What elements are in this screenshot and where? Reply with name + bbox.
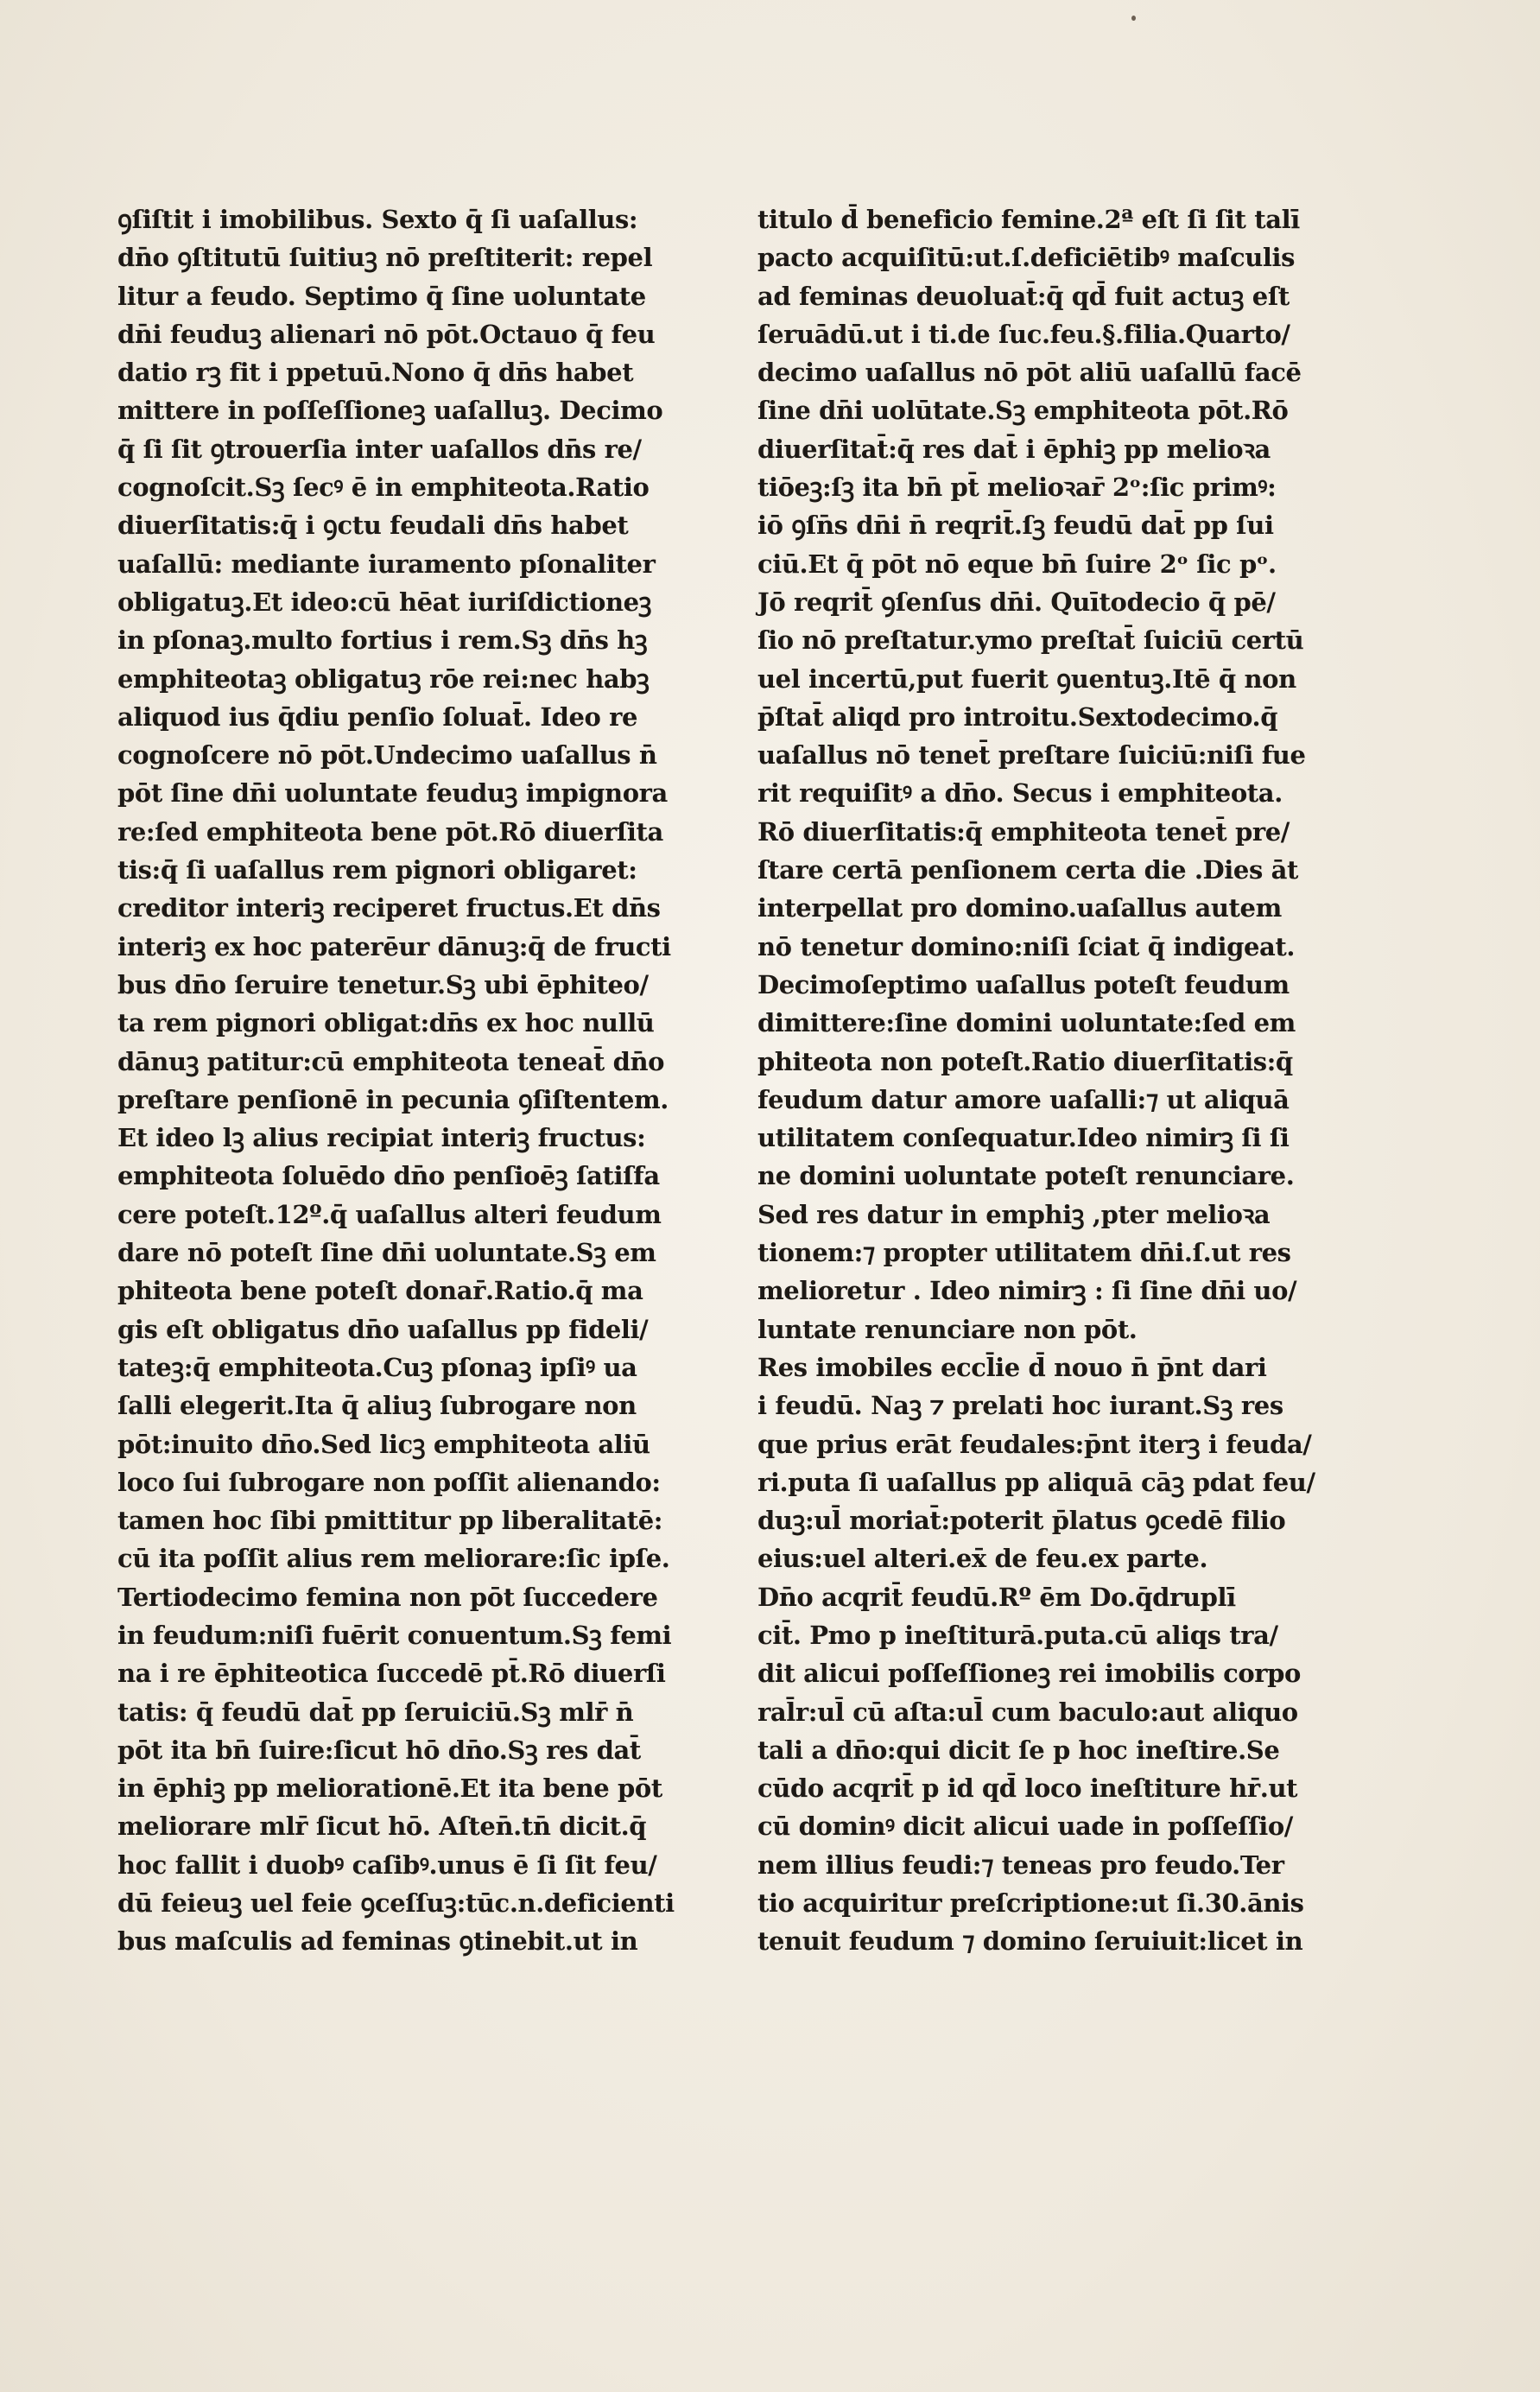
text-line: litur a feudo. Septimo q̄ ſine uoluntate: [117, 281, 646, 311]
text-line: meliorare mlr̄ ſicut hō. Aſten̄.tn̄ dicit.q̄: [117, 1811, 647, 1842]
text-line: ad feminas deuoluat̄:q̄ qd̄ fuit actuꝫ eſt: [757, 281, 1290, 311]
text-line: decimo uaſallus nō pōt aliū uaſallū facē: [757, 358, 1302, 388]
text-line: ſalli elegerit.Ita q̄ aliuꝫ ſubrogare non: [117, 1391, 637, 1421]
text-line: cit̄. Pmo p ineſtiturā.puta.cū aliqs tra/: [757, 1620, 1278, 1650]
text-line: dn̄i feuduꝫ alienari nō pōt.Octauo q̄ feu: [117, 319, 656, 349]
text-line: in pſonaꝫ.multo fortius i rem.Sꝫ dn̄s hꝫ: [117, 625, 648, 656]
text-line: dimittere:ſine domini uoluntate:ſed em: [757, 1008, 1296, 1038]
text-line: Jō reqrit̄ ꝯſenſus dn̄i. Quītodecio q̄ pē/: [757, 587, 1276, 617]
text-line: que prius erāt feudales:p̄nt iterꝫ i feuda/: [757, 1429, 1312, 1459]
text-line: gis eſt obligatus dn̄o uaſallus pp fideli/: [117, 1314, 649, 1344]
text-line: eius:uel alteri.ex̄ de feu.ex parte.: [757, 1544, 1208, 1574]
text-line: i feudū. Naꝫ ⁊ prelati hoc iurant.Sꝫ res: [757, 1391, 1283, 1421]
text-line: uel incertū,put fuerit ꝯuentuꝫ.Itē q̄ non: [757, 663, 1296, 694]
text-line: phiteota non poteſt.Ratio diuerſitatis:q̄: [757, 1046, 1293, 1076]
text-line: cognoſcit.Sꝫ ſecꝰ ē in emphiteota.Ratio: [117, 473, 650, 503]
text-line: melioretur . Ideo nimirꝫ : ſi ſine dn̄i uo/: [757, 1276, 1297, 1306]
text-line: cū dominꝰ dicit alicui uade in poſſeſſio/: [757, 1811, 1293, 1842]
text-line: phiteota bene poteſt donar̄.Ratio.q̄ ma: [117, 1276, 643, 1306]
text-line: iō ꝯſn̄s dn̄i n̄ reqrit̄.ſꝫ feudū dat̄ pp ſui: [757, 511, 1274, 541]
text-line: ta rem pignori obligat:dn̄s ex hoc nullū: [117, 1008, 655, 1038]
text-line: luntate renunciare non pōt.: [757, 1314, 1138, 1344]
text-line: tionem:⁊ propter utilitatem dn̄i.ſ.ut res: [757, 1238, 1291, 1268]
text-line: bus dn̄o ſeruire tenetur.Sꝫ ubi ēphiteo/: [117, 969, 649, 999]
text-line: rit requiſitꝰ a dn̄o. Secus i emphiteota.: [757, 778, 1283, 809]
text-line: dare nō poteſt ſine dn̄i uoluntate.Sꝫ em: [117, 1238, 656, 1268]
text-line: q̄ ſi ſit ꝯtrouerſia inter uaſallos dn̄s re/: [117, 434, 642, 464]
text-line: nem illius feudi:⁊ teneas pro feudo.Ter: [757, 1850, 1284, 1880]
text-line: in ēphiꝫ pp meliorationē.Et ita bene pōt: [117, 1773, 662, 1804]
text-line: tis:q̄ ſi uaſallus rem pignori obligaret:: [117, 855, 637, 885]
text-line: diuerſitat̄:q̄ res dat̄ i ēphiꝫ pp melioꝛa: [757, 434, 1271, 464]
text-line: tali a dn̄o:qui dicit ſe p hoc ineſtire.Se: [757, 1735, 1280, 1765]
text-line: Rō diuerſitatis:q̄ emphiteota tenet̄ pre/: [757, 816, 1290, 847]
text-line: creditor interiꝫ reciperet fructus.Et dn̄s: [117, 893, 661, 923]
text-line: pōt ita bn̄ ſuire:ſicut hō dn̄o.Sꝫ res dat̄: [117, 1735, 641, 1765]
text-line: tio acquiritur preſcriptione:ut ſi.30.ānis: [757, 1888, 1304, 1919]
text-line: cū ita poſſit alius rem meliorare:ſic ipſe.: [117, 1544, 670, 1574]
text-line: ſeruādū.ut i ti.de ſuc.feu.§.filia.Quarto/: [757, 319, 1290, 349]
ink-speck: [1131, 16, 1136, 21]
text-line: in feudum:niſi fuērit conuentum.Sꝫ femi: [117, 1620, 672, 1650]
text-line: dū feieuꝫ uel feie ꝯceſſuꝫ:tūc.n.deficienti: [117, 1888, 675, 1919]
text-line: ſtare certā penſionem certa die .Dies āt: [757, 855, 1298, 885]
text-line: emphiteotaꝫ obligatuꝫ rōe rei:nec habꝫ: [117, 663, 650, 694]
text-line: uaſallū: mediante iuramento pſonaliter: [117, 549, 656, 579]
text-line: tamen hoc ſibi pmittitur pp liberalitatē:: [117, 1506, 663, 1536]
text-line: diuerſitatis:q̄ i ꝯctu feudali dn̄s habet: [117, 511, 629, 541]
text-line: datio rꝫ fit i ppetuū.Nono q̄ dn̄s habet: [117, 358, 634, 388]
text-line: titulo d̄ beneficio femine.2ª eſt ſi ſit talī: [757, 205, 1300, 234]
text-line: preſtare penſionē in pecunia ꝯſiſtentem.: [117, 1084, 669, 1114]
text-line: Dn̄o acqrit̄ feudū.Rº ēm Do.q̄druplī: [757, 1582, 1236, 1612]
text-line: dānuꝫ patitur:cū emphiteota teneat̄ dn̄o: [117, 1046, 665, 1076]
text-line: pōt:inuito dn̄o.Sed licꝫ emphiteota aliū: [117, 1429, 650, 1459]
text-line: ſio nō preſtatur.ymo preſtat̄ ſuiciū certū: [757, 625, 1304, 656]
text-line: emphiteota ſoluēdo dn̄o penſioēꝫ ſatiſfa: [117, 1161, 660, 1191]
text-line: ne domini uoluntate poteſt renunciare.: [757, 1161, 1295, 1191]
text-line: na i re ēphiteotica ſuccedē pt̄.Rō diuerſi: [117, 1659, 666, 1689]
left-text-column: [117, 200, 703, 1961]
text-line: ciū.Et q̄ pōt nō eque bn̄ ſuire 2ᵒ ſic pᵒ.: [757, 549, 1277, 579]
text-line: interiꝫ ex hoc paterēur dānuꝫ:q̄ de fructi: [117, 931, 671, 961]
text-line: re:ſed emphiteota bene pōt.Rō diuerſita: [117, 816, 663, 847]
text-line: tiōeꝫ:ſꝫ ita bn̄ pt̄ melioꝛar̄ 2ᵒ:ſic primꝰ:: [757, 473, 1277, 503]
text-line: ꝯſiſtit i imobilibus. Sexto q̄ ſi uaſallus:: [117, 205, 638, 234]
text-line: cūdo acqrit̄ p id qd̄ loco ineſtiture hr̄.ut: [757, 1773, 1298, 1804]
text-line: pōt ſine dn̄i uoluntate feuduꝫ impignora: [117, 778, 668, 809]
text-line: pacto acquiſitū:ut.ſ.deficiētibꝰ maſculis: [757, 243, 1296, 273]
text-line: aliquod ius q̄diu penſio ſoluat̄. Ideo re: [117, 701, 638, 732]
text-line: interpellat pro domino.uaſallus autem: [757, 893, 1282, 923]
text-line: p̄ſtat̄ aliqd pro introitu.Sextodecimo.q̄: [757, 701, 1278, 732]
text-line: ſine dn̄i uolūtate.Sꝫ emphiteota pōt.Rō: [757, 396, 1289, 426]
text-line: tateꝫ:q̄ emphiteota.Cuꝫ pſonaꝫ ipſiꝰ ua: [117, 1352, 637, 1382]
text-line: cognoſcere nō pōt.Undecimo uaſallus n̄: [117, 740, 657, 771]
text-line: Res imobiles eccl̄ie d̄ nouo n̄ p̄nt dari: [757, 1352, 1267, 1382]
text-line: Et ideo lꝫ alius recipiat interiꝫ fructus:: [117, 1123, 646, 1153]
text-line: uaſallus nō tenet̄ preſtare ſuiciū:niſi fue: [757, 740, 1306, 771]
text-line: Sed res datur in emphiꝫ ,pter melioꝛa: [757, 1199, 1271, 1229]
text-line: cere poteſt.12º.q̄ uaſallus alteri feudum: [117, 1199, 662, 1229]
text-line: Tertiodecimo femina non pōt ſuccedere: [117, 1582, 658, 1612]
text-line: dn̄o ꝯſtitutū ſuitiuꝫ nō preſtiterit: repel: [117, 243, 653, 273]
text-line: obligatuꝫ.Et ideo:cū hēat iuriſdictioneꝫ: [117, 587, 652, 617]
right-text-column: [757, 200, 1385, 1961]
text-line: loco ſui ſubrogare non poſſit alienando:: [117, 1467, 661, 1497]
text-line: mittere in poſſeſſioneꝫ uaſalluꝫ. Decimo: [117, 396, 663, 426]
text-line: feudum datur amore uaſalli:⁊ ut aliquā: [757, 1084, 1290, 1114]
text-line: duꝫ:ul̄ moriat̄:poterit p̄latus ꝯcedē filio: [757, 1506, 1286, 1536]
text-line: tatis: q̄ feudū dat̄ pp ſeruiciū.Sꝫ mlr̄ n̄: [117, 1697, 634, 1727]
text-line: hoc fallit i duobꝰ caſibꝰ.unus ē ſi ſit feu/: [117, 1850, 657, 1880]
text-line: ral̄r:ul̄ cū aſta:ul̄ cum baculo:aut aliquo: [757, 1697, 1298, 1727]
text-line: ri.puta ſi uaſallus pp aliquā cāꝫ pdat feu/: [757, 1467, 1315, 1497]
text-line: bus maſculis ad feminas ꝯtinebit.ut in: [117, 1926, 638, 1957]
text-line: nō tenetur domino:niſi ſciat q̄ indigeat.: [757, 931, 1296, 961]
text-line: tenuit feudum ⁊ domino ſeruiuit:licet in: [757, 1926, 1303, 1957]
text-line: Decimoſeptimo uaſallus poteſt feudum: [757, 969, 1290, 999]
text-line: dit alicui poſſeſſioneꝫ rei imobilis corpo: [757, 1659, 1301, 1689]
text-line: utilitatem conſequatur.Ideo nimirꝫ ſi ſi: [757, 1123, 1290, 1153]
